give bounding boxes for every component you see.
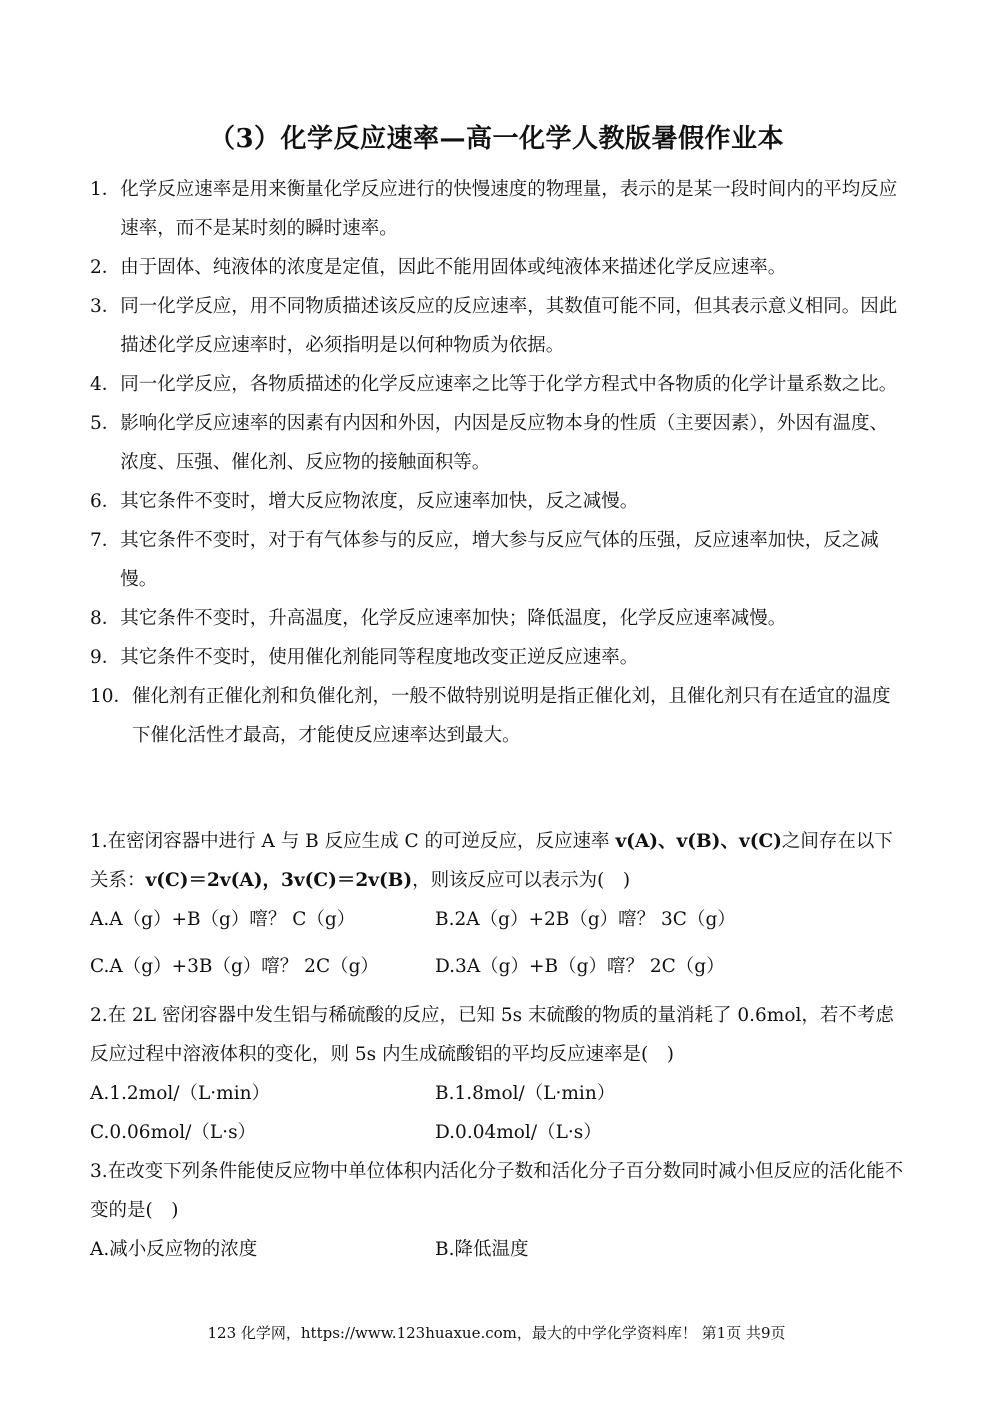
option-b: B.降低温度 [435,1239,529,1260]
list-item [90,365,905,404]
options [90,1230,905,1269]
option-a: A.A（g）+B（g）噾？ C（g） [90,909,356,930]
question-stem: 3.在改变下列条件能使反应物中单位体积内活化分子数和活化分子百分数同时减小但反应的活化能不变的是( ) [90,1161,904,1221]
rate-formula: v(A)、v(B)、v(C) [615,831,782,852]
question-2 [90,996,905,1152]
item-number: 8． [90,608,121,629]
list-item [90,248,905,287]
item-number: 1． [90,179,121,200]
option-c: C.A（g）+3B（g）噾？ 2C（g） [90,956,379,977]
question-3 [90,1152,905,1269]
list-item [90,170,905,248]
options [90,900,905,992]
page-title: （3）化学反应速率—高一化学人教版暑假作业本 [208,124,785,154]
list-item [90,677,905,755]
option-b: B.1.8mol/（L·min） [435,1083,616,1104]
item-text: 同一化学反应，各物质描述的化学反应速率之比等于化学方程式中各物质的化学计量系数之比。 [120,374,898,395]
item-text: 影响化学反应速率的因素有内因和外因，内因是反应物本身的性质（主要因素），外因有温度、浓度、压强、催化剂、反应物的接触面积等。 [120,413,889,473]
item-number: 6． [90,491,121,512]
item-text: 其它条件不变时，增大反应物浓度，反应速率加快，反之减慢。 [120,491,639,512]
list-item [90,599,905,638]
item-text: 由于固体、纯液体的浓度是定值，因此不能用固体或纯液体来描述化学反应速率。 [120,257,787,278]
item-number: 9． [90,647,121,668]
list-item [90,482,905,521]
options [90,1074,905,1152]
option-a: A.减小反应物的浓度 [90,1239,258,1260]
item-text: 同一化学反应，用不同物质描述该反应的反应速率，其数值可能不同，但其表示意义相同。因此描述化学反应速率时，必须指明是以何种物质为依据。 [120,296,898,356]
question-stem [90,822,905,900]
list-item [90,521,905,599]
stem-text: 1.在密闭容器中进行 A 与 B 反应生成 C 的可逆反应，反应速率 [90,831,616,852]
item-text: 其它条件不变时，对于有气体参与的反应，增大参与反应气体的压强，反应速率加快，反之减慢。 [120,530,879,590]
item-text: 其它条件不变时，使用催化剂能同等程度地改变正逆反应速率。 [120,647,639,668]
item-number: 3． [90,296,121,317]
question-1 [90,822,905,992]
item-text: 其它条件不变时，升高温度，化学反应速率加快；降低温度，化学反应速率减慢。 [120,608,787,629]
stem-text: ，则该反应可以表示为( ) [412,870,631,891]
item-number: 7． [90,530,121,551]
list-item [90,638,905,677]
list-item [90,287,905,365]
rate-relation-formula: v(C)＝2v(A)，3v(C)＝2v(B) [145,870,413,891]
option-d: D.3A（g）+B（g）噾？ 2C（g） [435,956,725,977]
item-text: 化学反应速率是用来衡量化学反应进行的快慢速度的物理量，表示的是某一段时间内的平均反应速率，而不是某时刻的瞬时速率。 [120,179,898,239]
item-number: 10． [90,686,133,707]
question-stem: 2.在 2L 密闭容器中发生铝与稀硫酸的反应，已知 5s 末硫酸的物质的量消耗了 0.6mol，若不考虑反应过程中溶液体积的变化，则 5s 内生成硫酸铝的平均反应速率是( ) [90,1005,894,1065]
item-number: 5． [90,413,121,434]
item-number: 4． [90,374,121,395]
stem-text: 之间存在以下关系： [90,831,893,891]
option-a: A.1.2mol/（L·min） [90,1083,271,1104]
option-d: D.0.04mol/（L·s） [435,1122,602,1143]
knowledge-points-list [90,170,905,755]
page-footer: 123 化学网，https://www.123huaxue.com，最大的中学化学资料库！ 第1页 共9页 [207,1324,786,1342]
item-text: 催化剂有正催化剂和负催化剂，一般不做特别说明是指正催化刘，且催化剂只有在适宜的温度下催化活性才最高，才能使反应速率达到最大。 [132,686,891,746]
option-c: C.0.06mol/（L·s） [90,1122,257,1143]
list-item [90,404,905,482]
item-number: 2． [90,257,121,278]
option-b: B.2A（g）+2B（g）噾？ 3C（g） [435,909,736,930]
